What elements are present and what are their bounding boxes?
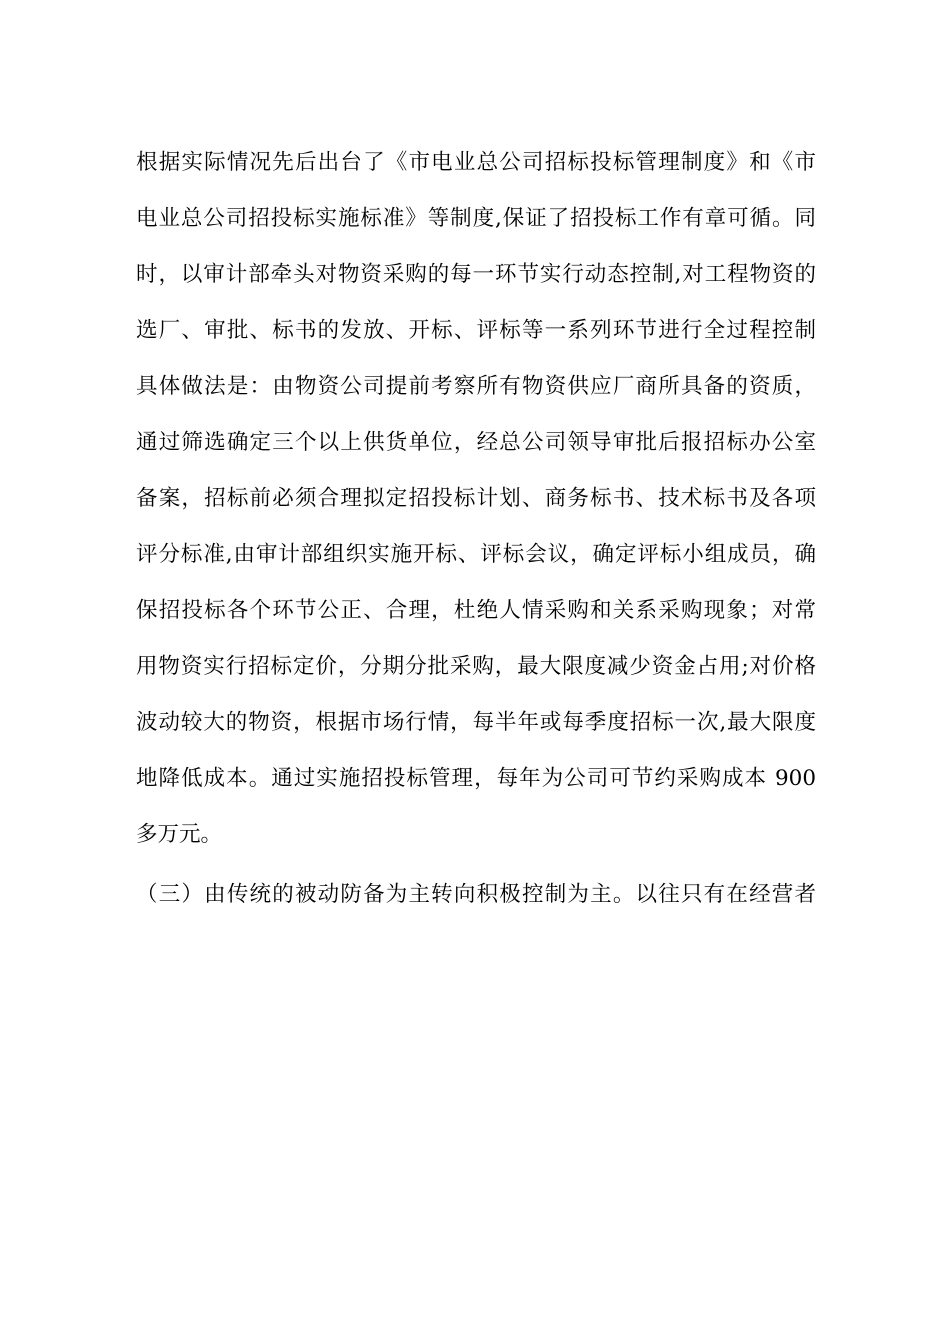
text-line: 评分标准,由审计部组织实施开标、评标会议，确定评标小组成员，确 <box>136 542 816 567</box>
text-line: 根据实际情况先后出台了《市电业总公司招标投标管理制度》和《市 <box>136 150 816 175</box>
paragraph <box>136 143 816 871</box>
text-line: 波动较大的物资，根据市场行情，每半年或每季度招标一次,最大限度 <box>136 710 816 735</box>
text-line: 具体做法是：由物资公司提前考察所有物资供应厂商所具备的资质， <box>136 374 816 399</box>
text-line: 备案，招标前必须合理拟定招投标计划、商务标书、技术标书及各项 <box>136 486 816 511</box>
text-line: （三）由传统的被动防备为主转向积极控制为主。以往只有在经营者 <box>136 882 816 907</box>
text-line: 保招投标各个环节公正、合理，杜绝人情采购和关系采购现象；对常 <box>136 598 816 623</box>
text-line: 通过筛选确定三个以上供货单位，经总公司领导审批后报招标办公室 <box>136 430 816 455</box>
text-line: 地降低成本。通过实施招投标管理，每年为公司可节约采购成本 900 <box>136 766 816 791</box>
text-line: 时，以审计部牵头对物资采购的每一环节实行动态控制,对工程物资的 <box>136 262 816 287</box>
body-text <box>136 143 816 931</box>
text-line: 选厂、审批、标书的发放、开标、评标等一系列环节进行全过程控制 <box>136 318 816 343</box>
text-line: 用物资实行招标定价，分期分批采购，最大限度减少资金占用;对价格 <box>136 654 816 679</box>
text-line: 多万元。 <box>136 822 223 847</box>
text-line: 电业总公司招投标实施标准》等制度,保证了招投标工作有章可循。同 <box>136 206 816 231</box>
paragraph <box>136 875 816 931</box>
